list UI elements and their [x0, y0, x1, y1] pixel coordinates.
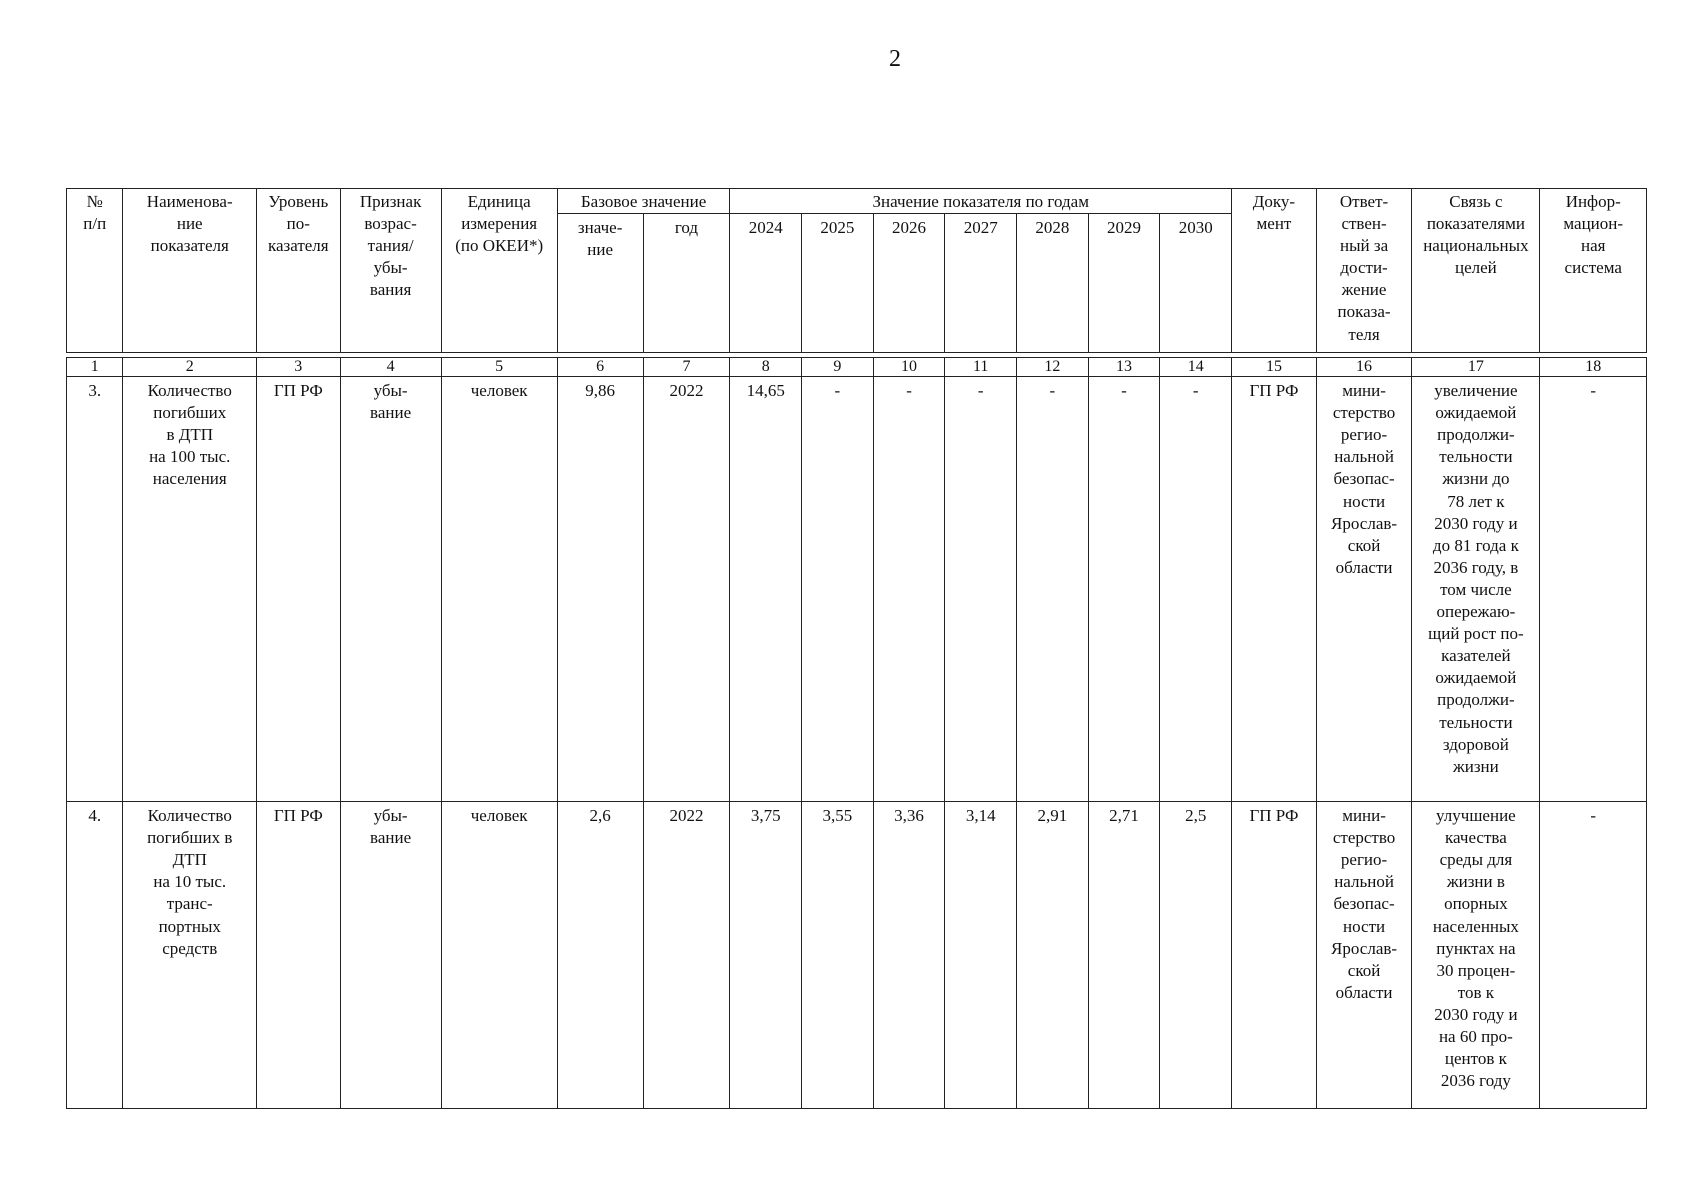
- row-link: увеличение ожидаемой продолжи- тельности жизни до 78 лет к 2030 году и до 81 года к 2036 году, в том числе опережаю- щий рост по- казателей ожидаемой продолжи- тельности здоровой жизни: [1412, 377, 1540, 802]
- header-year: 2028: [1017, 214, 1089, 353]
- row-sign: убы- вание: [340, 802, 441, 1109]
- row-sign: убы- вание: [340, 377, 441, 802]
- row-year-value: 3,36: [873, 802, 945, 1109]
- row-year-value: -: [1160, 377, 1232, 802]
- row-num: 4.: [67, 802, 123, 1109]
- header-years-group: Значение показателя по годам: [730, 189, 1232, 214]
- header-name: Наименова- ние показателя: [123, 189, 257, 353]
- header-row-top: [67, 189, 1647, 214]
- table-row: [67, 377, 1647, 802]
- header-info-system: Инфор- мацион- ная система: [1540, 189, 1647, 353]
- header-base-group: Базовое значение: [557, 189, 730, 214]
- header-base-value: значе- ние: [557, 214, 643, 353]
- column-number: 3: [257, 358, 341, 377]
- row-year-value: -: [1017, 377, 1089, 802]
- row-year-value: 2,91: [1017, 802, 1089, 1109]
- header-responsible: Ответ- ствен- ный за дости- жение показа- теля: [1316, 189, 1412, 353]
- row-responsible: мини- стерство регио- нальной безопас- ности Ярослав- ской области: [1316, 377, 1412, 802]
- row-year-value: 3,55: [802, 802, 874, 1109]
- row-level: ГП РФ: [257, 802, 341, 1109]
- header-year: 2026: [873, 214, 945, 353]
- column-number: 5: [441, 358, 557, 377]
- row-year-value: 2,5: [1160, 802, 1232, 1109]
- header-year: 2024: [730, 214, 802, 353]
- header-link: Связь с показателями национальных целей: [1412, 189, 1540, 353]
- column-number: 11: [945, 358, 1017, 377]
- row-year-value: 3,14: [945, 802, 1017, 1109]
- header-sign: Признак возрас- тания/ убы- вания: [340, 189, 441, 353]
- column-number: 7: [643, 358, 730, 377]
- table-row: [67, 802, 1647, 1109]
- row-name: Количество погибших в ДТП на 10 тыс. транс- портных средств: [123, 802, 257, 1109]
- row-year-value: -: [1088, 377, 1160, 802]
- row-year-value: -: [873, 377, 945, 802]
- row-year-value: 14,65: [730, 377, 802, 802]
- row-year-value: 3,75: [730, 802, 802, 1109]
- row-name: Количество погибших в ДТП на 100 тыс. населения: [123, 377, 257, 802]
- row-level: ГП РФ: [257, 377, 341, 802]
- column-number: 17: [1412, 358, 1540, 377]
- row-info-system: -: [1540, 802, 1647, 1109]
- row-year-value: -: [945, 377, 1017, 802]
- row-year-value: -: [802, 377, 874, 802]
- page-number: 2: [889, 46, 901, 72]
- column-number: 16: [1316, 358, 1412, 377]
- row-unit: человек: [441, 802, 557, 1109]
- header-level: Уровень по- казателя: [257, 189, 341, 353]
- column-number: 15: [1232, 358, 1317, 377]
- column-number: 1: [67, 358, 123, 377]
- column-number: 9: [802, 358, 874, 377]
- column-number: 14: [1160, 358, 1232, 377]
- row-base-year: 2022: [643, 377, 730, 802]
- column-number: 4: [340, 358, 441, 377]
- header-num: № п/п: [67, 189, 123, 353]
- row-year-value: 2,71: [1088, 802, 1160, 1109]
- column-number: 12: [1017, 358, 1089, 377]
- row-num: 3.: [67, 377, 123, 802]
- column-number: 8: [730, 358, 802, 377]
- header-base-year: год: [643, 214, 730, 353]
- column-number: 18: [1540, 358, 1647, 377]
- header-year: 2029: [1088, 214, 1160, 353]
- column-number-row: [67, 358, 1647, 377]
- row-base-value: 2,6: [557, 802, 643, 1109]
- header-document: Доку- мент: [1232, 189, 1317, 353]
- row-link: улучшение качества среды для жизни в опорных населенных пунктах на 30 процен- тов к 2030 году и на 60 про- центов к 2036 году: [1412, 802, 1540, 1109]
- row-base-year: 2022: [643, 802, 730, 1109]
- header-year: 2030: [1160, 214, 1232, 353]
- indicators-table: [66, 188, 1647, 1109]
- header-year: 2027: [945, 214, 1017, 353]
- column-number: 10: [873, 358, 945, 377]
- row-document: ГП РФ: [1232, 802, 1317, 1109]
- header-unit: Единица измерения (по ОКЕИ*): [441, 189, 557, 353]
- row-info-system: -: [1540, 377, 1647, 802]
- column-number: 2: [123, 358, 257, 377]
- row-base-value: 9,86: [557, 377, 643, 802]
- row-document: ГП РФ: [1232, 377, 1317, 802]
- row-responsible: мини- стерство регио- нальной безопас- ности Ярослав- ской области: [1316, 802, 1412, 1109]
- column-number: 6: [557, 358, 643, 377]
- row-unit: человек: [441, 377, 557, 802]
- header-year: 2025: [802, 214, 874, 353]
- column-number: 13: [1088, 358, 1160, 377]
